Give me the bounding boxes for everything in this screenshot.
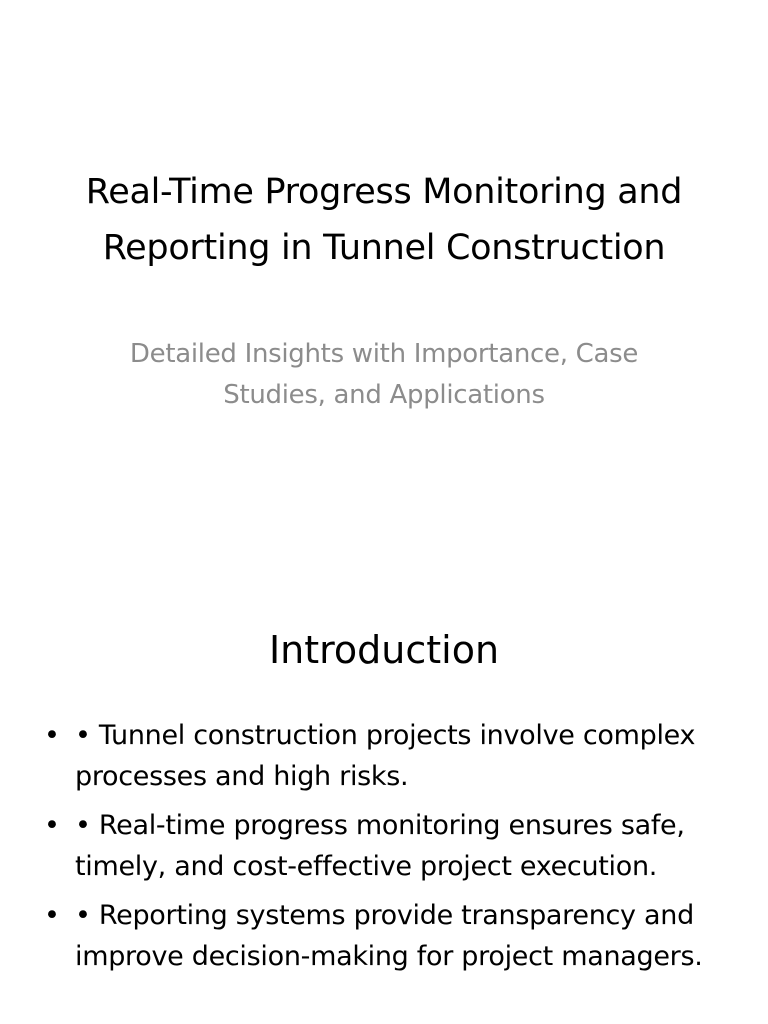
bullet-marker-icon: • <box>44 720 60 751</box>
presentation-subtitle: Detailed Insights with Importance, Case Studies, and Applications <box>129 339 639 410</box>
slide-heading: Introduction <box>268 628 500 672</box>
bullet-item <box>0 715 768 797</box>
bullet-list <box>0 715 768 985</box>
bullet-item <box>0 895 768 977</box>
bullet-text: • Real-time progress monitoring ensures safe, timely, and cost-effective project execution. <box>75 810 685 882</box>
introduction-slide <box>0 576 768 1024</box>
presentation-title: Real-Time Progress Monitoring and Reporting in Tunnel Construction <box>85 172 683 268</box>
bullet-item <box>0 805 768 887</box>
bullet-marker-icon: • <box>44 900 60 931</box>
bullet-text: • Reporting systems provide transparency and improve decision-making for project managers. <box>75 900 703 972</box>
bullet-text: • Tunnel construction projects involve complex processes and high risks. <box>75 720 696 792</box>
bullet-marker-icon: • <box>44 810 60 841</box>
